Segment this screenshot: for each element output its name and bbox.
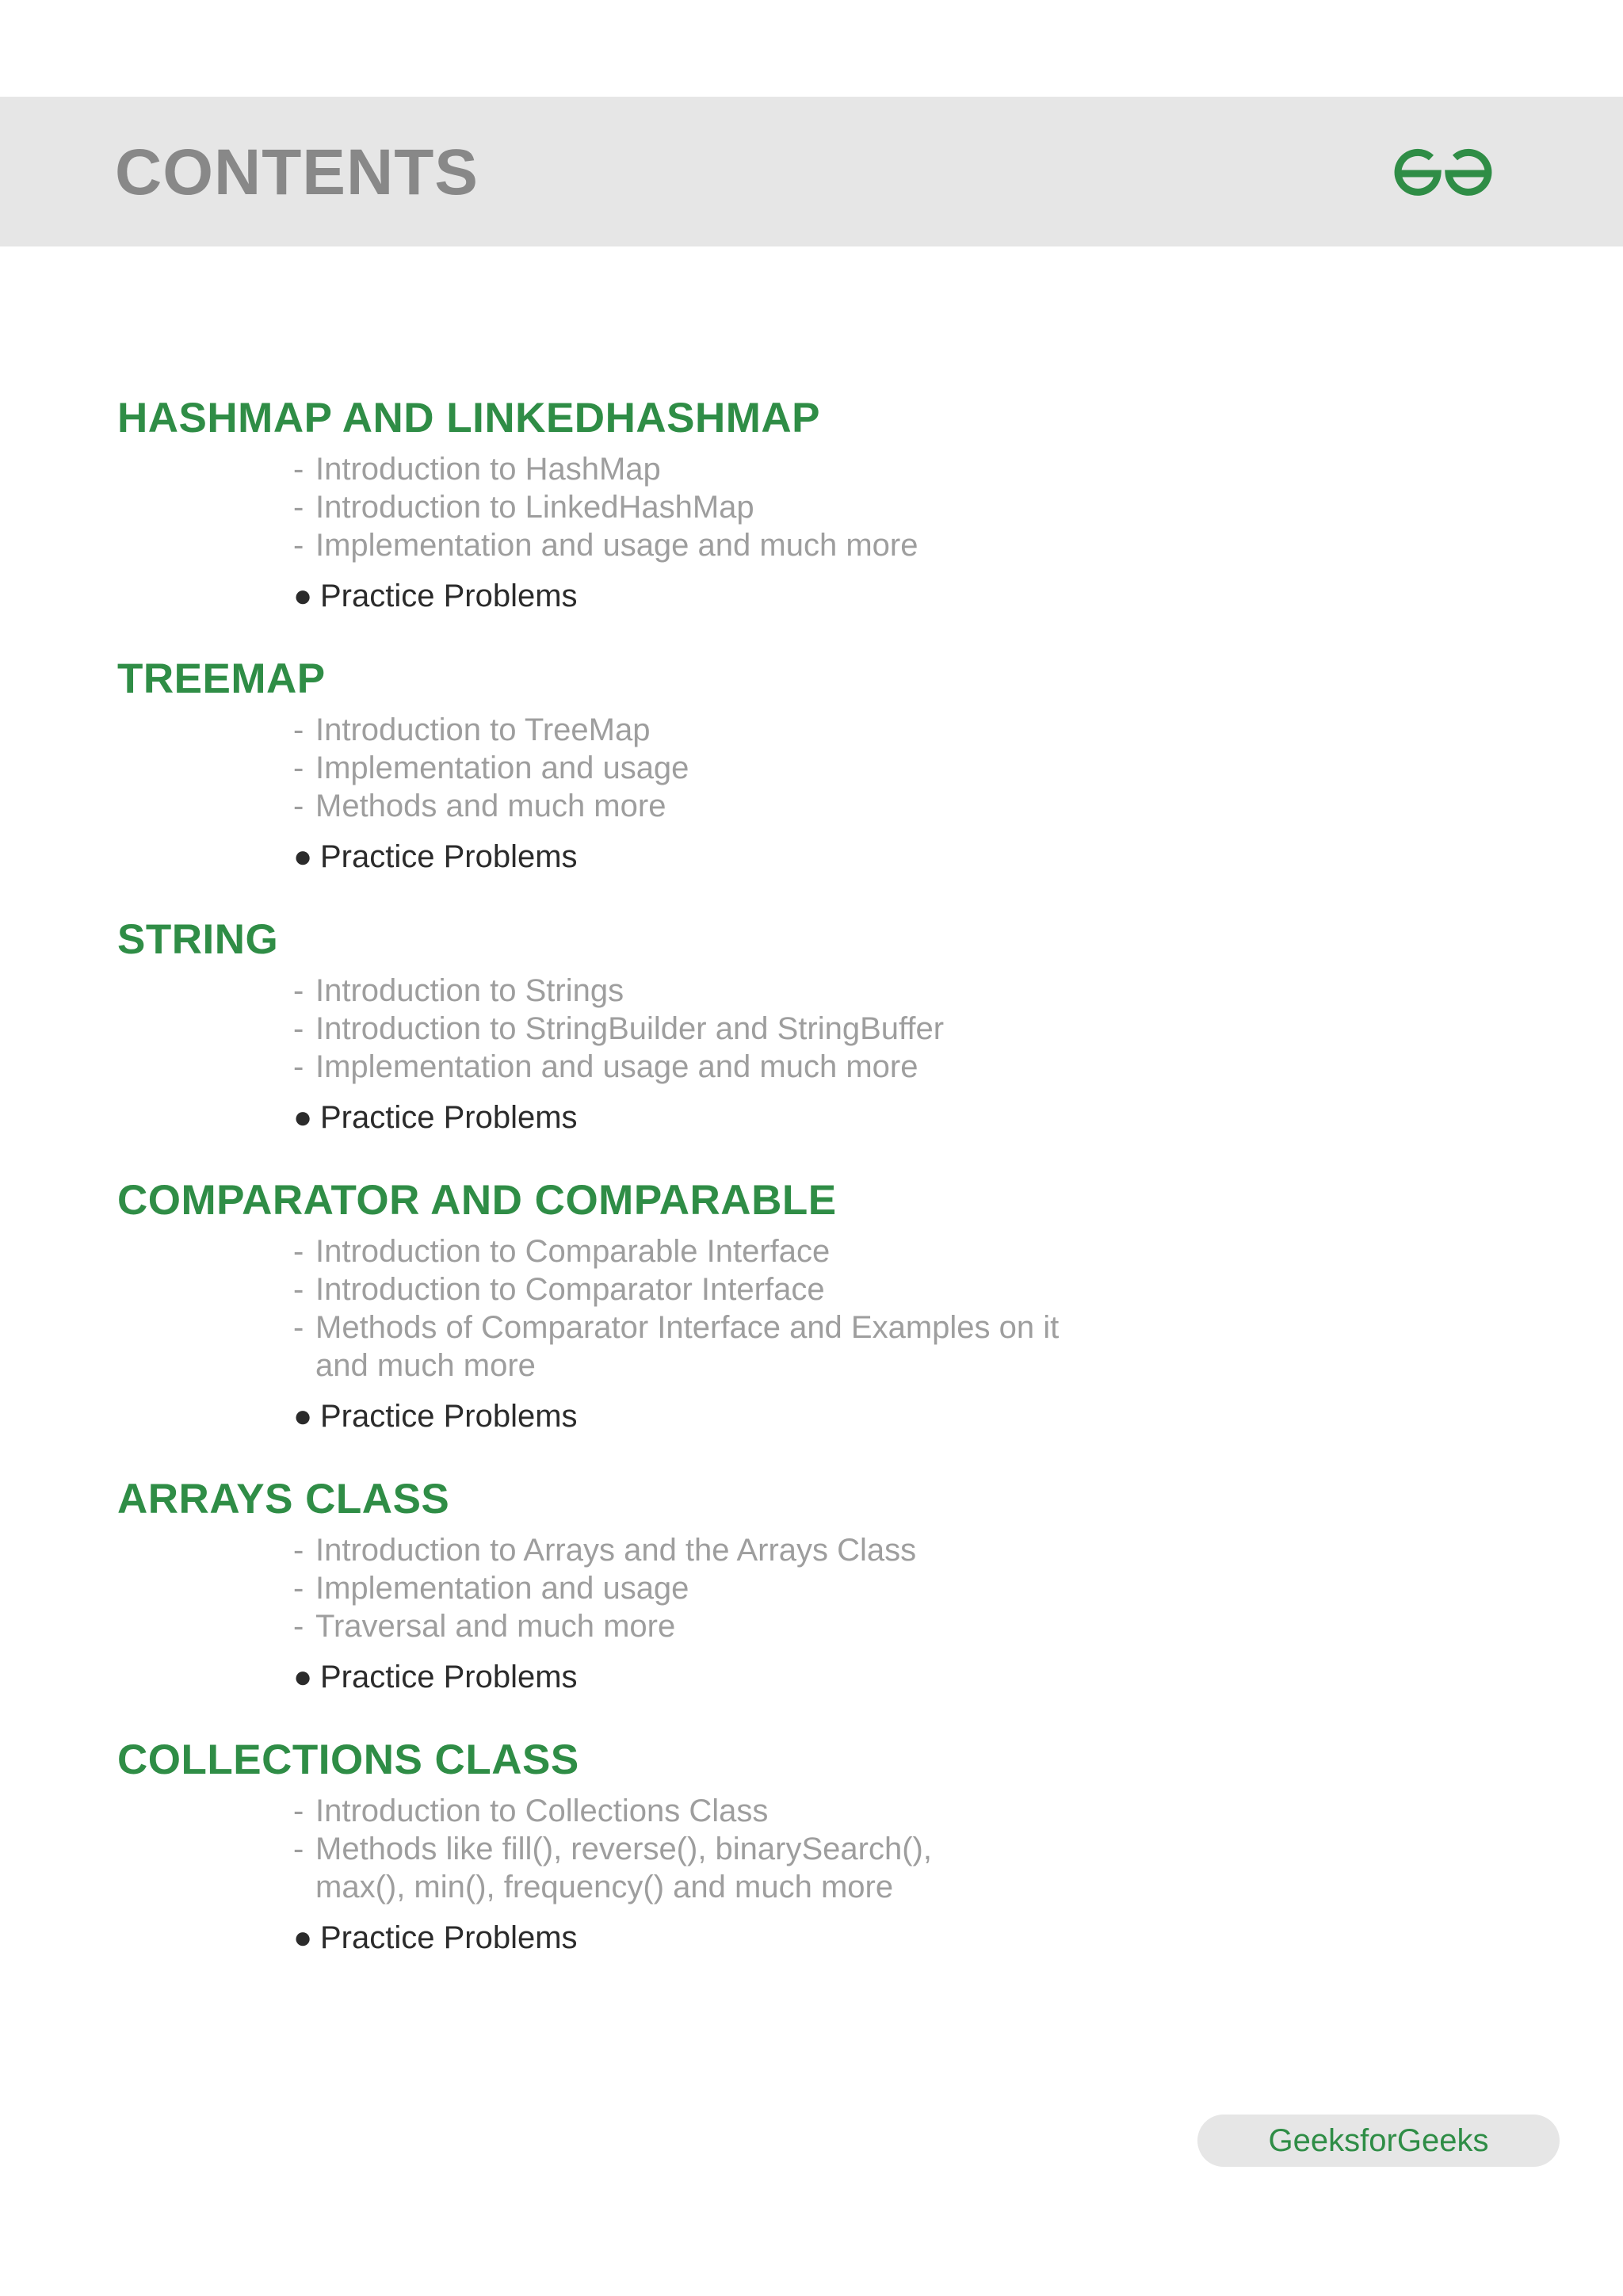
gfg-logo-icon [1393,147,1493,197]
practice-label: Practice Problems [320,1660,578,1694]
topic-text: Introduction to TreeMap [315,712,651,747]
topic-item: - Introduction to Strings [293,973,624,1008]
topic-item: - Traversal and much more [293,1609,676,1644]
topic-text: Introduction to Comparator Interface [315,1272,825,1307]
topic-list [293,1792,1544,1906]
section-title: STRING [117,916,279,963]
practice-label: Practice Problems [320,579,578,613]
topic-item: - Methods and much more [293,789,666,823]
footer-brand-badge [1197,2115,1560,2167]
topic-item: - Implementation and usage [293,1571,689,1606]
topic-item: - Introduction to Comparator Interface [293,1272,825,1307]
topic-text: Introduction to HashMap [315,452,661,487]
topic-text: Implementation and usage [315,1571,689,1606]
topic-text: max(), min(), frequency() and much more [315,1870,894,1904]
practice-problems-item: ● Practice Problems [293,1920,578,1955]
topic-item: - Introduction to Comparable Interface [293,1234,831,1269]
section-title: TREEMAP [117,655,326,702]
practice-problems-item: ● Practice Problems [293,839,578,874]
practice-problems-item: ● Practice Problems [293,1100,578,1135]
topic-text: Implementation and usage [315,751,689,785]
topic-item-continuation [293,1347,1544,1385]
topic-item-continuation [293,1868,1544,1906]
topic-text: Methods and much more [315,789,666,823]
topic-text: Methods like fill(), reverse(), binarySearch(), [315,1832,932,1866]
topic-list [293,450,1544,564]
topic-item: - Introduction to Arrays and the Arrays Class [293,1533,917,1568]
section-string [117,916,1544,1137]
section-hashmap [117,395,1544,615]
topic-item: - Implementation and usage and much more [293,1049,918,1084]
topic-item: - Introduction to Collections Class [293,1794,769,1828]
section-comparator [117,1177,1544,1435]
topic-item: - Implementation and usage [293,751,689,785]
topic-text: Introduction to LinkedHashMap [315,490,754,525]
practice-label: Practice Problems [320,1399,578,1434]
footer-brand-text: GeeksforGeeks [1268,2122,1489,2158]
topic-text: Introduction to StringBuilder and StringBuffer [315,1011,945,1046]
section-title: HASHMAP AND LINKEDHASHMAP [117,395,821,441]
section-arrays-class [117,1476,1544,1696]
topic-item: - Introduction to LinkedHashMap [293,490,754,525]
topic-text: Implementation and usage and much more [315,1049,918,1084]
section-title: COLLECTIONS CLASS [117,1736,579,1783]
topic-item: - Implementation and usage and much more [293,528,918,563]
section-title: ARRAYS CLASS [117,1476,450,1522]
practice-label: Practice Problems [320,1100,578,1135]
topic-item: - Introduction to HashMap [293,452,661,487]
topic-list [293,1531,1544,1645]
topic-item: - Methods like fill(), reverse(), binarySearch(), [293,1832,932,1866]
topic-text: Methods of Comparator Interface and Examples on it [315,1310,1060,1345]
topic-text: Introduction to Strings [315,973,624,1008]
practice-label: Practice Problems [320,839,578,874]
section-treemap [117,655,1544,876]
topic-list [293,972,1544,1086]
page-title: CONTENTS [115,136,479,208]
practice-label: Practice Problems [320,1920,578,1955]
topic-text: Introduction to Arrays and the Arrays Class [315,1533,917,1568]
section-title: COMPARATOR AND COMPARABLE [117,1177,837,1224]
practice-problems-item: ● Practice Problems [293,1660,578,1694]
topic-text: Introduction to Comparable Interface [315,1234,831,1269]
topic-text: and much more [315,1348,536,1383]
topic-item: - Methods of Comparator Interface and Examples on it [293,1310,1060,1345]
topic-item: - Introduction to StringBuilder and StringBuffer [293,1011,945,1046]
practice-problems-item: ● Practice Problems [293,1399,578,1434]
section-collections-class [117,1736,1544,1957]
topic-item: - Introduction to TreeMap [293,712,651,747]
topic-text: Traversal and much more [315,1609,676,1644]
topic-list [293,1232,1544,1385]
practice-problems-item: ● Practice Problems [293,579,578,613]
topic-text: Introduction to Collections Class [315,1794,769,1828]
topic-list [293,711,1544,825]
topic-text: Implementation and usage and much more [315,528,918,563]
